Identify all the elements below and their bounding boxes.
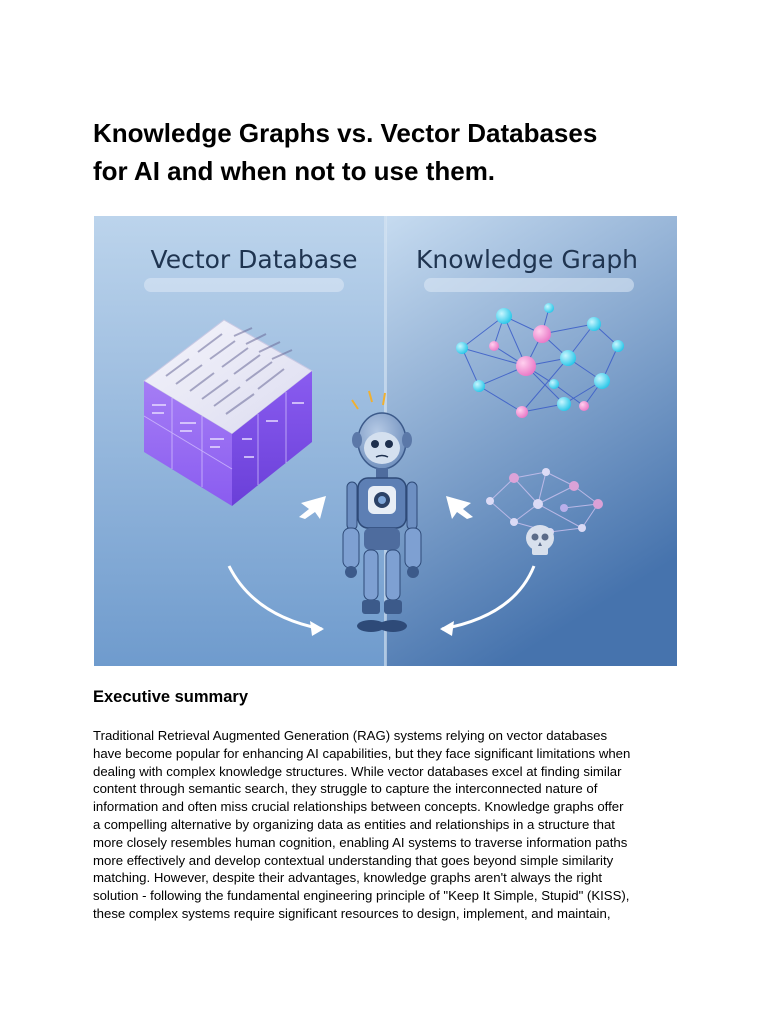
summary-line: matching. However, despite their advantages, knowledge graphs aren't always the right [93, 870, 603, 886]
summary-line: information and often miss crucial relationships between concepts. Knowledge graphs offer [93, 799, 624, 815]
summary-line: solution - following the fundamental engineering principle of "Keep It Simple, Stupid" (KISS), [93, 888, 630, 904]
executive-summary-heading: Executive summary [93, 688, 249, 706]
summary-line: Traditional Retrieval Augmented Generation (RAG) systems relying on vector databases [93, 728, 608, 743]
knowledge-graph-label: Knowledge Graph [415, 245, 639, 274]
title-line-2: for AI and when not to use them. [93, 156, 496, 186]
summary-line: dealing with complex knowledge structures. While vector databases excel at finding similar [93, 763, 622, 779]
summary-line: more effectively and develop contextual understanding that goes beyond simple similarity [93, 852, 614, 868]
hero-illustration-svg [94, 216, 677, 666]
vector-database-label: Vector Database [150, 245, 358, 274]
summary-line: these complex systems require significant resources to design, implement, and maintain, [93, 905, 611, 921]
title-line-1: Knowledge Graphs vs. Vector Databases [93, 118, 598, 148]
summary-line: content through semantic search, they struggle to capture the interconnected nature of [93, 781, 598, 797]
executive-summary-paragraph [93, 727, 693, 923]
summary-line: have become popular for enhancing AI capabilities, but they face significant limitations when [93, 745, 631, 761]
summary-line: a compelling alternative by organizing data as entities and relationships in a structure that [93, 816, 615, 832]
summary-line: more closely resembles human cognition, enabling AI systems to traverse information paths [93, 834, 628, 850]
hero-illustration [94, 216, 677, 666]
document-title [93, 114, 693, 190]
